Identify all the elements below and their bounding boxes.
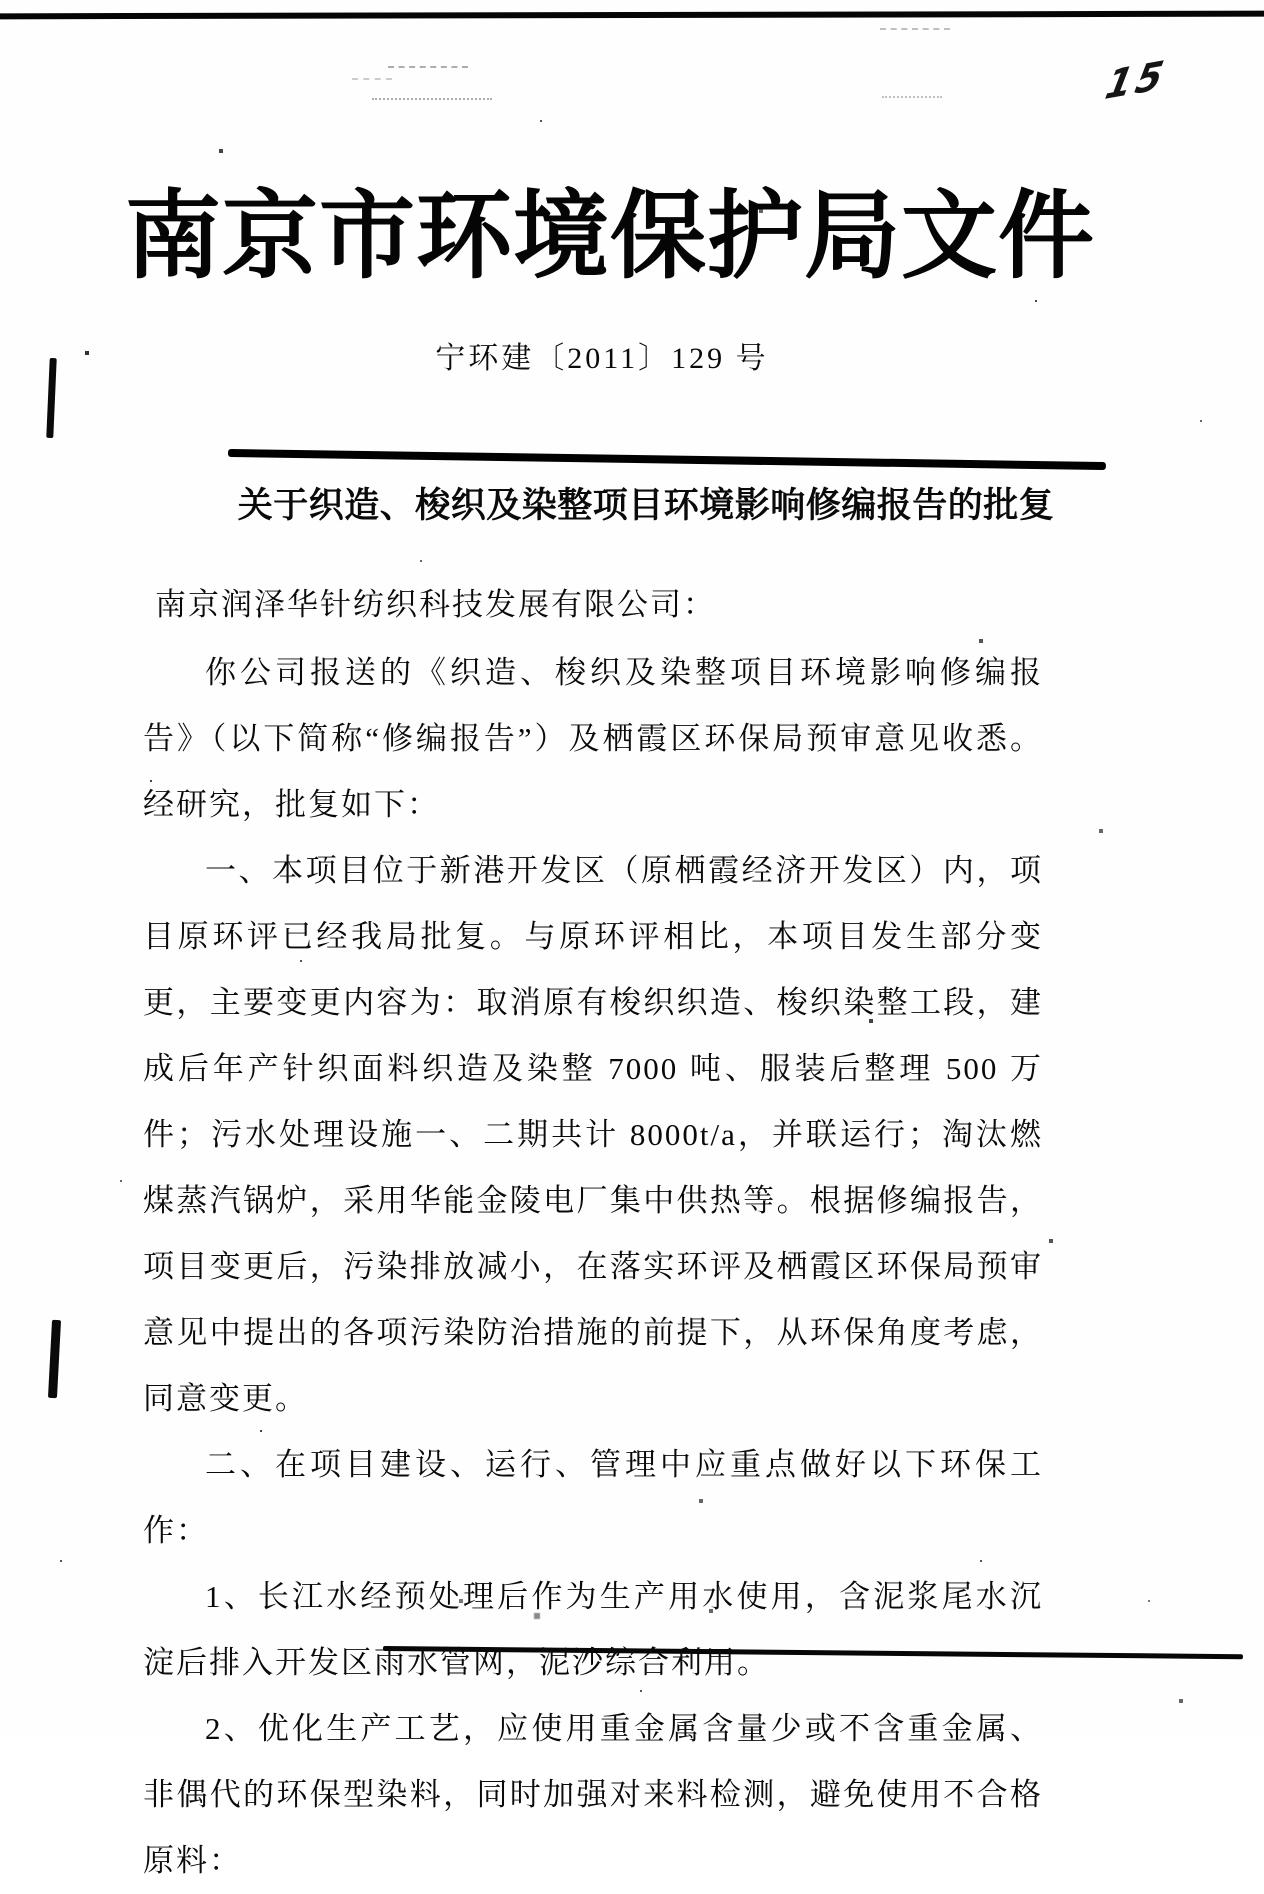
letterhead-rule <box>228 449 1106 470</box>
salutation-line: 南京润泽华针纺织科技发展有限公司： <box>155 587 716 622</box>
scan-artifact-dash <box>880 28 950 30</box>
body-paragraph: 二、在项目建设、运行、管理中应重点做好以下环保工作： <box>143 1447 1043 1548</box>
document-subject-heading: 关于织造、梭织及染整项目环境影响修编报告的批复 <box>237 486 1055 526</box>
scan-artifact-top-line <box>0 11 1264 20</box>
body-paragraph: 2、优化生产工艺，应使用重金属含量少或不含重金属、非偶代的环保型染料，同时加强对来料检测，避免使用不合格原料： <box>143 1711 1043 1878</box>
scan-artifact-left-bar <box>48 1320 61 1398</box>
document-body <box>143 572 1043 1894</box>
body-paragraph: 1、长江水经预处理后作为生产用水使用，含泥浆尾水沉淀后排入开发区雨水管网，泥沙综合利用。 <box>143 1579 1043 1680</box>
scan-artifact-dash <box>882 96 942 98</box>
letterhead-title: 南京市环境保护局文件 <box>125 180 1095 292</box>
scan-noise-speckles <box>0 0 2 2</box>
scan-artifact-dash <box>388 66 468 68</box>
body-paragraph: 一、本项目位于新港开发区（原栖霞经济开发区）内，项目原环评已经我局批复。与原环评相比，本项目发生部分变更，主要变更内容为：取消原有梭织织造、梭织染整工段，建成后年产针织面料织造及染整 7000 吨、服装后整理 500 万件；污水处理设施一、二期共计 8000t/a，并联运行；淘汰燃煤蒸汽锅炉，采用华能金陵电厂集中供热等。根据修编报告，项目变更后，污染排放减小，在落实环评及栖霞区环保局预审意见中提出的各项污染防治措施的前提下，从环保角度考虑，同意变更。 <box>143 853 1043 1416</box>
scan-artifact-dash <box>372 98 492 100</box>
body-paragraph: 你公司报送的《织造、梭织及染整项目环境影响修编报告》（以下简称“修编报告”）及栖霞区环保局预审意见收悉。经研究，批复如下： <box>143 655 1043 822</box>
scan-artifact-dash <box>352 78 392 80</box>
handwritten-page-number: 15 <box>1101 51 1172 109</box>
document-number: 宁环建〔2011〕129 号 <box>435 342 769 375</box>
